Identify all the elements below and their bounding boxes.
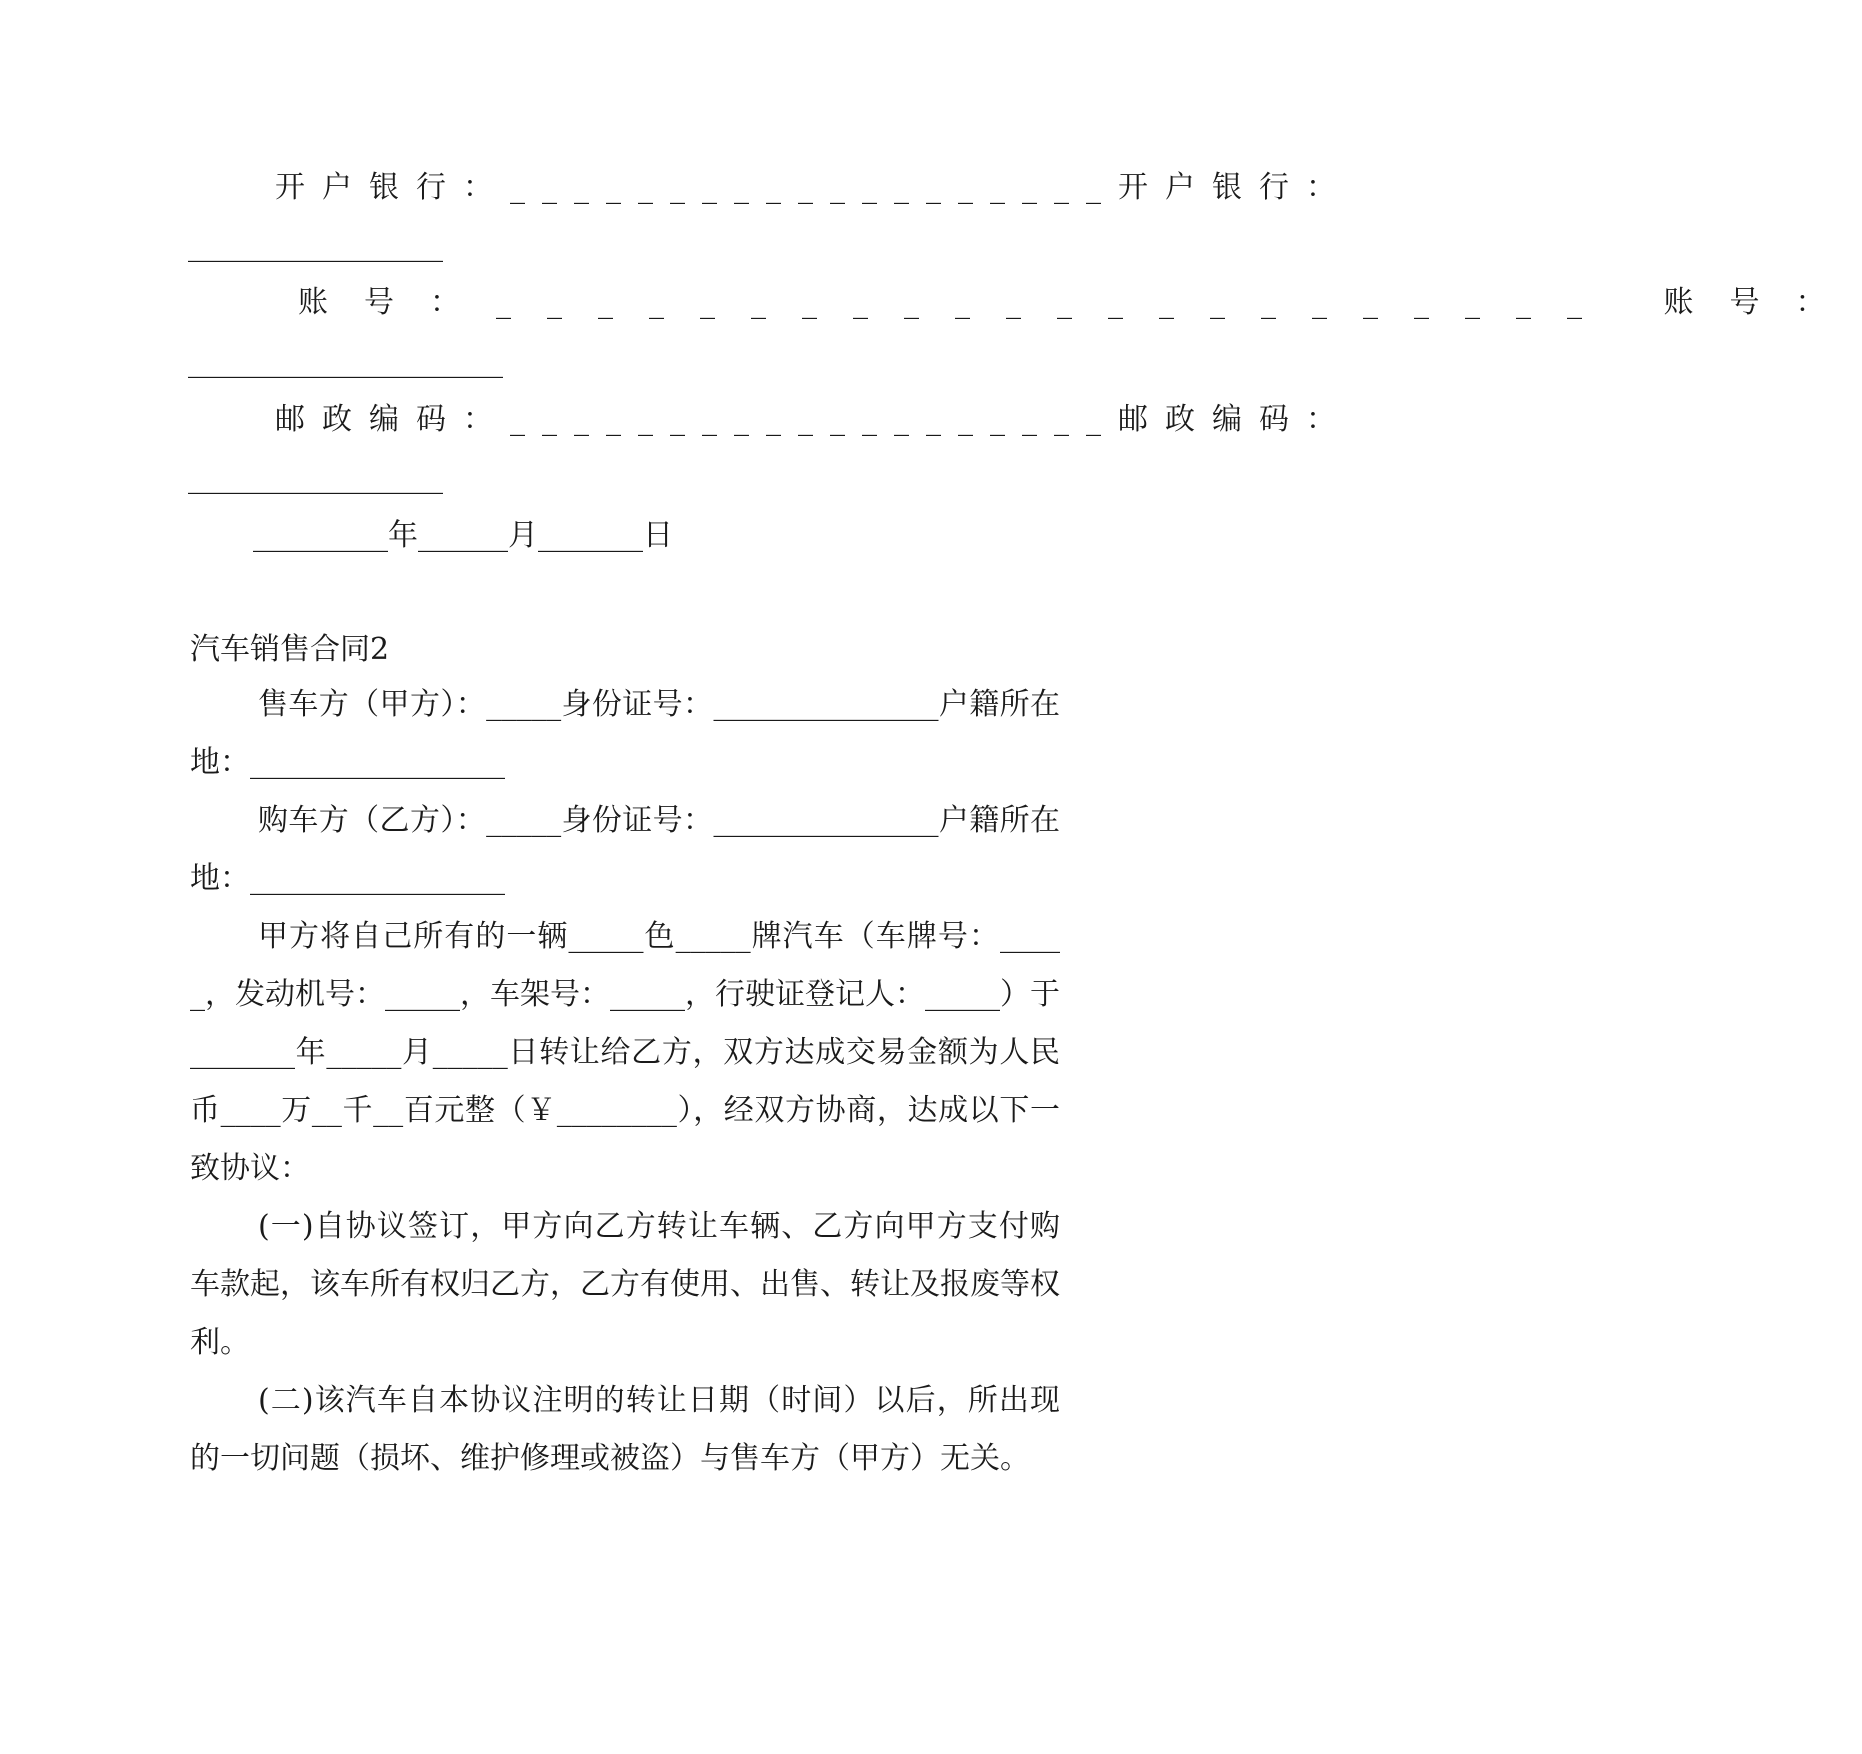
transfer-intro: 甲方将自己所有的一辆_____色_____牌汽车（车牌号：_____，发动机号：_____，车架号：_____，行驶证登记人：_____）于_______年_____月_____日转让给乙方，双方达成交易金额为人民币____万__千__百元整（￥________），经双方协商，达成以下一致协议： [190, 919, 1060, 1186]
date-line: _________年______月_______日 [253, 518, 673, 553]
bank-line-continued: _________________ [188, 228, 443, 263]
postal-code-line-continued: _________________ [188, 460, 443, 495]
postal-code-line: 邮政编码：___________________邮政编码： [275, 402, 1353, 437]
bank-line: 开户银行：___________________开户银行： [275, 170, 1353, 205]
seller-info: 售车方（甲方）：_____身份证号：_______________户籍所在地：_________________ [190, 687, 1060, 780]
account-line-continued: _____________________ [188, 344, 503, 379]
buyer-info: 购车方（乙方）：_____身份证号：_______________户籍所在地：_________________ [190, 803, 1060, 896]
clause-two: (二)该汽车自本协议注明的转让日期（时间）以后，所出现的一切问题（损坏、维护修理或被盗）与售车方（甲方）无关。 [190, 1383, 1060, 1476]
contract-title: 汽车销售合同2 [190, 632, 390, 667]
clause-one: (一)自协议签订，甲方向乙方转让车辆、乙方向甲方支付购车款起，该车所有权归乙方，乙方有使用、出售、转让及报废等权利。 [190, 1209, 1060, 1360]
account-line: 账号：______________________ 账号： [298, 285, 1862, 320]
